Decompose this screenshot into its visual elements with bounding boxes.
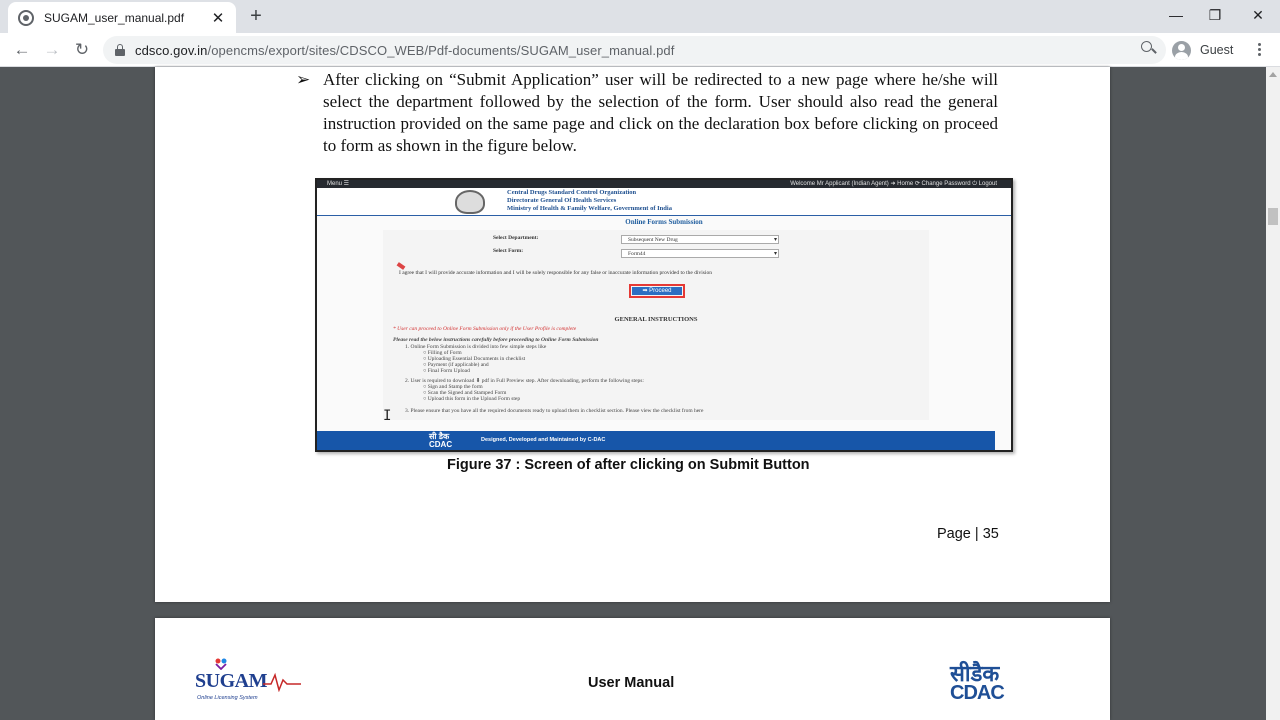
figure-footer <box>317 431 995 450</box>
sugam-logo <box>193 656 303 708</box>
figure-gi-red: * User can proceed to Online Form Submission only if the User Profile is complete <box>393 326 577 332</box>
header-user-manual: User Manual <box>588 675 675 691</box>
scrollbar[interactable] <box>1266 67 1280 720</box>
tab-title: SUGAM_user_manual.pdf <box>44 10 185 25</box>
profile-button[interactable] <box>1172 38 1233 62</box>
figure-footer-text: Designed, Developed and Maintained by C-DAC <box>481 437 606 443</box>
url-path: /opencms/export/sites/CDSCO_WEB/Pdf-documents/SUGAM_user_manual.pdf <box>207 42 675 58</box>
instruction-paragraph: After clicking on “Submit Application” user will be redirected to a new page where he/she will select the department followed by the selection of the form. User should also read the general instruction provided on the same page and click on the declaration box before clicking on proceed to form as shown in the figure below. <box>323 70 998 155</box>
figure-gi-2a: ○ Sign and Stamp the form <box>423 384 483 390</box>
tab-close-icon[interactable]: ✕ <box>211 9 225 27</box>
figure-org <box>507 189 672 213</box>
emblem-icon <box>455 190 485 214</box>
text-cursor-icon: I <box>383 408 392 424</box>
figure-header <box>317 188 1011 216</box>
scroll-up-icon[interactable] <box>1269 72 1277 77</box>
figure-cdac-logo: सी डैक CDAC <box>429 432 453 449</box>
figure-gi-1: 1. Online Form Submission is divided into few simple steps like <box>405 344 547 350</box>
org-line1: Central Drugs Standard Control Organization <box>507 189 637 196</box>
forward-button[interactable]: → <box>43 40 61 59</box>
figure-form-label: Select Form: <box>493 248 524 254</box>
menu-icon[interactable] <box>1254 41 1264 59</box>
figure-topbar <box>317 180 1011 188</box>
close-window-button[interactable]: ✕ <box>1252 7 1264 23</box>
restore-button[interactable]: ❐ <box>1208 7 1222 23</box>
figure-proceed-label: ➡ Proceed <box>632 287 682 295</box>
pdf-page-next <box>155 618 1110 720</box>
cdac-logo-hindi: सीडैक <box>950 662 1000 687</box>
org-line2: Directorate General Of Health Services <box>507 197 617 204</box>
figure-gi-1a: ○ Filling of Form <box>423 350 462 356</box>
globe-icon <box>18 10 34 26</box>
address-bar[interactable] <box>103 36 1166 64</box>
figure-dept-label: Select Department: <box>493 235 539 241</box>
avatar-icon <box>1172 41 1191 60</box>
scrollbar-thumb[interactable] <box>1268 208 1278 225</box>
sugam-mark-icon <box>215 658 227 670</box>
sugam-tagline: Online Licensing System <box>197 695 258 701</box>
figure-gi-1b: ○ Uploading Essential Documents in checklist <box>423 356 526 362</box>
lock-icon[interactable] <box>115 44 125 56</box>
browser-toolbar <box>0 33 1280 67</box>
bullet-arrow-icon: ➢ <box>296 70 311 90</box>
figure-declaration: I agree that I will provide accurate information and I will be solely responsible for any false or inaccurate information provided to the division <box>399 270 712 276</box>
figure-menu: Menu ☰ <box>327 181 350 187</box>
figure-gi-title: GENERAL INSTRUCTIONS <box>614 316 698 323</box>
figure-form-select: Form44 ▾ <box>621 249 779 258</box>
page-number: Page | 35 <box>937 526 999 542</box>
figure-gi-2c: ○ Upload this form in the Upload Form step <box>423 396 521 402</box>
tab-pdf[interactable] <box>8 2 236 33</box>
url-host: cdsco.gov.in <box>135 42 208 58</box>
reload-button[interactable]: ↻ <box>74 40 90 59</box>
figure-gi-3: 3. Please ensure that you have all the required documents ready to upload them in checklist section. Please view the checklist from here <box>405 408 704 414</box>
figure-form-title: Online Forms Submission <box>625 218 703 226</box>
minimize-button[interactable]: — <box>1169 7 1183 23</box>
tab-strip <box>0 0 1280 33</box>
figure-welcome: Welcome Mr Applicant (Indian Agent) ➜ Home ⟳ Change Password ⏻ Logout <box>790 181 997 187</box>
zoom-icon[interactable] <box>1141 41 1157 57</box>
figure-dept-select: Subsequent New Drug ▾ <box>621 235 779 244</box>
figure-gi-2: 2. User is required to download ⬇ pdf in Full Preview step. After downloading, perform the following steps: <box>405 378 644 384</box>
figure-proceed-button <box>629 284 685 298</box>
pdf-page <box>155 67 1110 602</box>
url-text <box>135 43 674 58</box>
figure-screenshot <box>315 178 1013 452</box>
figure-gi-1c: ○ Payment (if applicable) and <box>423 362 489 368</box>
org-line3: Ministry of Health & Family Welfare, Government of India <box>507 205 672 212</box>
ecg-line-icon <box>263 672 301 692</box>
figure-caption: Figure 37 : Screen of after clicking on Submit Button <box>447 457 810 473</box>
figure-gi-1d: ○ Final Form Upload <box>423 368 470 374</box>
back-button[interactable]: ← <box>13 40 31 59</box>
figure-gi-read: Please read the below instructions carefully before proceeding to Online Form Submission <box>393 337 599 343</box>
cdac-logo <box>948 658 1026 708</box>
cdac-logo-english: CDAC <box>950 682 1004 704</box>
profile-label: Guest <box>1200 43 1234 57</box>
figure-gi-2b: ○ Scan the Signed and Stamped Form <box>423 390 507 396</box>
sugam-wordmark: SUGAM <box>195 670 267 692</box>
new-tab-button[interactable]: + <box>250 5 262 27</box>
